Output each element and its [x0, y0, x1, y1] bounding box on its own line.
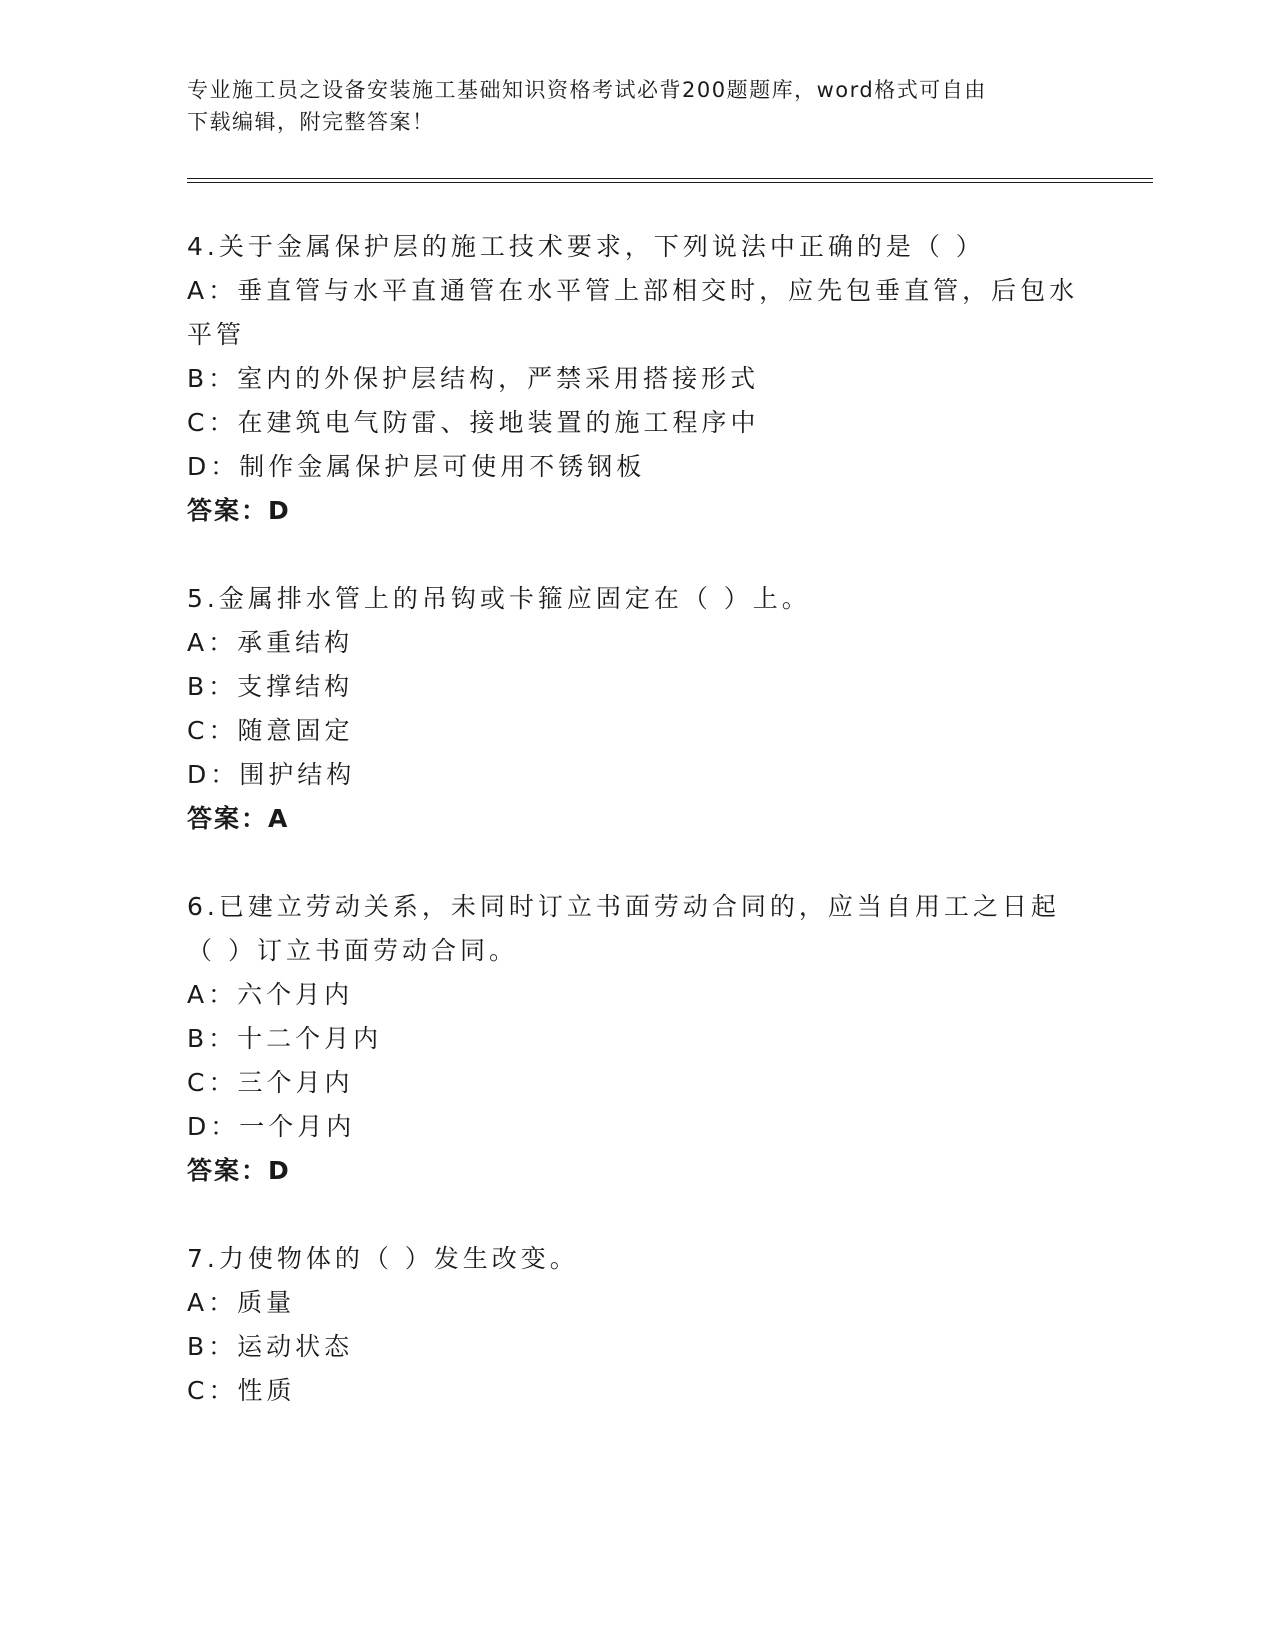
- question-4-option-a: A：垂直管与水平直通管在水平管上部相交时，应先包垂直管，后包水: [187, 276, 1079, 305]
- question-4-option-c: C：在建筑电气防雷、接地装置的施工程序中: [187, 408, 760, 437]
- question-4-option-d: D：制作金属保护层可使用不锈钢板: [187, 452, 646, 481]
- header-divider-bottom: [187, 182, 1153, 183]
- question-6-stem-cont: （ ）订立书面劳动合同。: [187, 936, 518, 965]
- question-4-option-a-cont: 平管: [187, 320, 246, 349]
- question-6-answer: 答案：D: [187, 1156, 291, 1185]
- question-6-stem: 6.已建立劳动关系，未同时订立书面劳动合同的，应当自用工之日起: [187, 892, 1060, 921]
- question-4-option-b: B：室内的外保护层结构，严禁采用搭接形式: [187, 364, 760, 393]
- question-6-option-d: D：一个月内: [187, 1112, 356, 1141]
- header-line-1: 专业施工员之设备安装施工基础知识资格考试必背200题题库，word格式可自由: [187, 78, 987, 102]
- question-4-stem: 4.关于金属保护层的施工技术要求，下列说法中正确的是（ ）: [187, 232, 985, 261]
- header-divider-top: [187, 178, 1153, 179]
- question-7-stem: 7.力使物体的（ ）发生改变。: [187, 1244, 579, 1273]
- question-5-answer: 答案：A: [187, 804, 290, 833]
- question-5-stem: 5.金属排水管上的吊钩或卡箍应固定在（ ）上。: [187, 584, 811, 613]
- question-5-option-a: A：承重结构: [187, 628, 354, 657]
- document-header: [187, 74, 1087, 138]
- question-7-option-a: A：质量: [187, 1288, 296, 1317]
- question-4-answer: 答案：D: [187, 496, 291, 525]
- question-6-option-a: A：六个月内: [187, 980, 354, 1009]
- question-5-option-c: C：随意固定: [187, 716, 354, 745]
- question-7-option-c: C：性质: [187, 1376, 296, 1405]
- question-5-option-b: B：支撑结构: [187, 672, 354, 701]
- question-7-option-b: B：运动状态: [187, 1332, 354, 1361]
- header-line-2: 下载编辑，附完整答案！: [187, 110, 435, 134]
- question-6-option-c: C：三个月内: [187, 1068, 354, 1097]
- question-6-option-b: B：十二个月内: [187, 1024, 383, 1053]
- question-5-option-d: D：围护结构: [187, 760, 356, 789]
